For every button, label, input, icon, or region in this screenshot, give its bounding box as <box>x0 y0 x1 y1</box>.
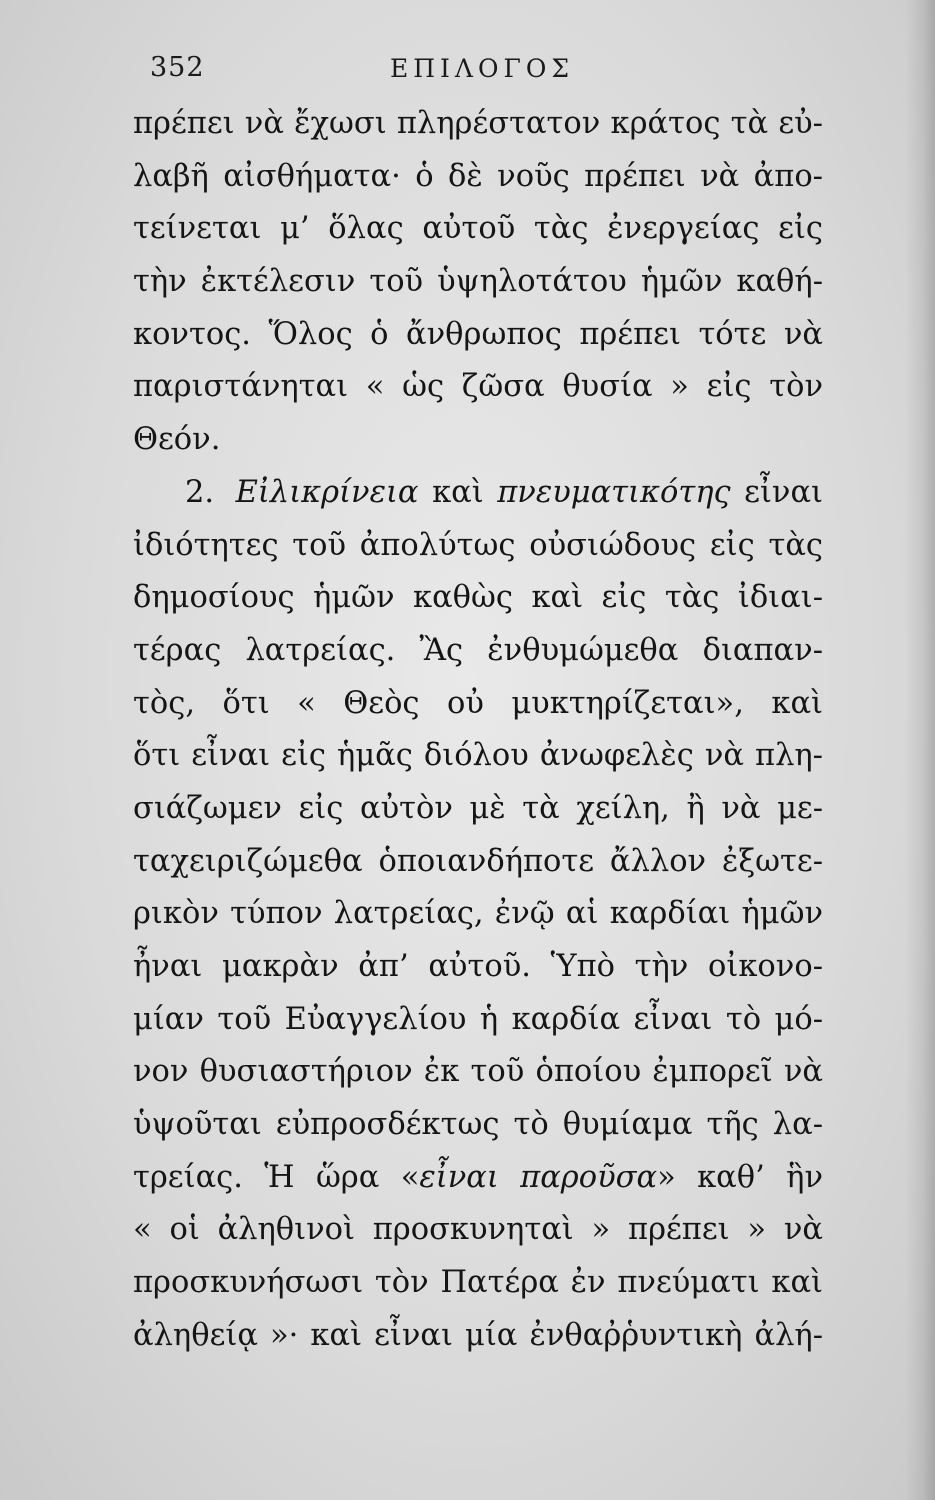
text-line: τέρας λατρείας. Ἂς ἐνθυμώμεθα διαπαν- <box>133 632 823 668</box>
text-line: Θεόν. <box>133 422 221 458</box>
text-line: τὸς, ὅτι « Θεὸς οὐ μυκτηρίζεται», καὶ <box>133 685 823 721</box>
text-line: ταχειριζώμεθα ὁποιανδήποτε ἄλλον ἐξωτε- <box>133 843 823 879</box>
text-line-hora <box>133 1152 823 1205</box>
text-line: σιάζωμεν εἰς αὐτὸν μὲ τὰ χείλη, ἢ νὰ με- <box>133 790 823 826</box>
page-number: 352 <box>150 52 205 83</box>
text-line: ἀληθείᾳ »· καὶ εἶναι μία ἐνθαῤῥυντικὴ ἀλή- <box>133 1317 823 1353</box>
text-line: κοντος. Ὅλος ὁ ἄνθρωπος πρέπει τότε νὰ <box>133 316 823 352</box>
italic-term: πνευματικότης <box>497 474 731 510</box>
text-line: μίαν τοῦ Εὐαγγελίου ἡ καρδία εἶναι τὸ μό- <box>133 1001 823 1037</box>
text-line: τὴν ἐκτέλεσιν τοῦ ὑψηλοτάτου ἡμῶν καθή- <box>133 264 823 300</box>
text-line: πρέπει νὰ ἔχωσι πληρέστατον κράτος τὰ εὐ- <box>133 106 823 141</box>
text-line: ὑψοῦται εὐπροσδέκτως τὸ θυμίαμα τῆς λα- <box>133 1107 823 1143</box>
italic-phrase: εἶναι παροῦσα <box>419 1159 658 1195</box>
text-fragment: καὶ <box>432 474 484 510</box>
page-header <box>150 52 810 92</box>
running-head: ΕΠΙΛΟΓΟΣ <box>390 54 574 83</box>
text-line: ὅτι εἶναι εἰς ἡμᾶς διόλου ἀνωφελὲς νὰ πλη- <box>133 738 823 774</box>
text-fragment: τρείας. Ἡ ὥρα « <box>133 1159 420 1195</box>
paragraph-number: 2. <box>185 474 215 510</box>
paragraph-2-first-line <box>133 467 823 520</box>
text-fragment: » καθ’ ἣν <box>657 1159 823 1195</box>
italic-term: Εἰλικρίνεια <box>235 474 419 510</box>
text-line: προσκυνήσωσι τὸν Πατέρα ἐν πνεύματι καὶ <box>133 1265 823 1301</box>
body-text <box>133 98 823 1363</box>
text-line: ρικὸν τύπον λατρείας, ἐνῷ αἱ καρδίαι ἡμῶν <box>133 896 823 932</box>
text-line: ἦναι μακρὰν ἀπ’ αὐτοῦ. Ὑπὸ τὴν οἰκονο- <box>133 949 823 984</box>
text-line: δημοσίους ἡμῶν καθὼς καὶ εἰς τὰς ἰδιαι- <box>133 580 823 616</box>
text-line: « οἱ ἀληθινοὶ προσκυνηταὶ » πρέπει » νὰ <box>133 1212 823 1248</box>
text-line: τείνεται μ’ ὅλας αὐτοῦ τὰς ἐνεργείας εἰς <box>133 211 823 247</box>
text-line: ἰδιότητες τοῦ ἀπολύτως οὐσιώδους εἰς τὰς <box>133 527 823 563</box>
text-fragment: εἶναι <box>744 474 823 510</box>
gutter-shadow <box>905 0 935 1500</box>
text-line: νον θυσιαστήριον ἐκ τοῦ ὁποίου ἐμπορεῖ νὰ <box>133 1054 823 1090</box>
text-line: παριστάνηται « ὡς ζῶσα θυσία » εἰς τὸν <box>133 369 823 405</box>
text-line: λαβῆ αἰσθήματα· ὁ δὲ νοῦς πρέπει νὰ ἀπο- <box>133 158 823 194</box>
